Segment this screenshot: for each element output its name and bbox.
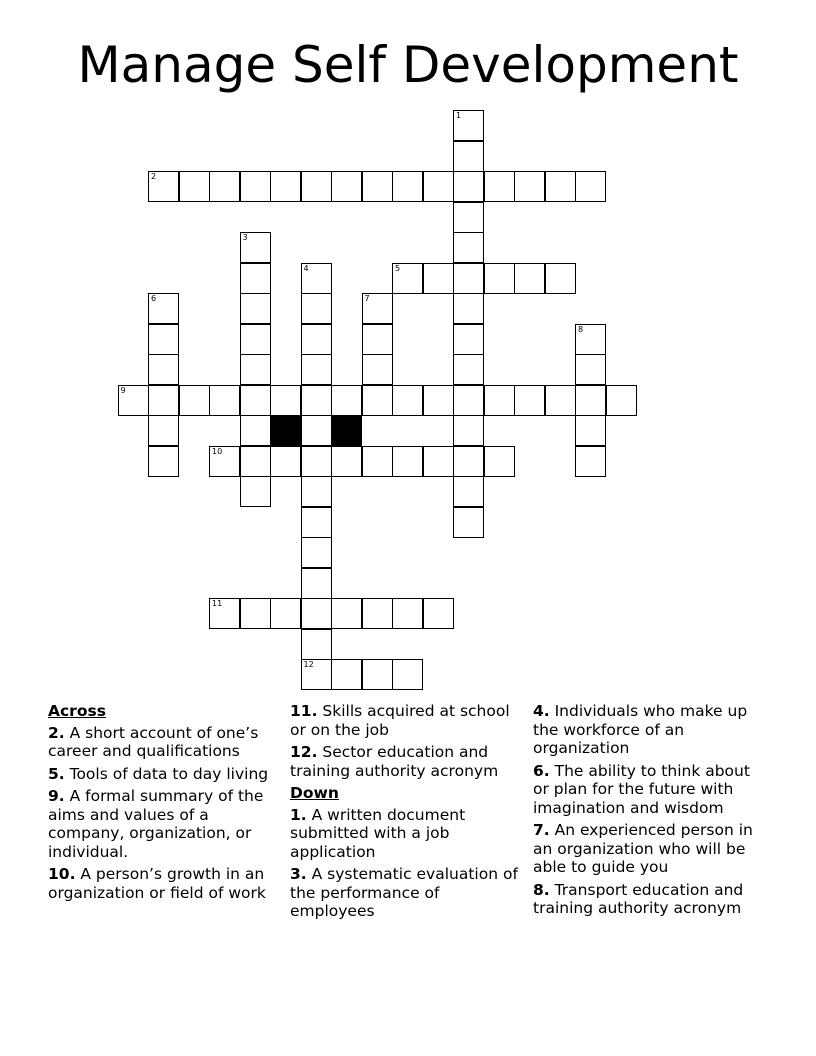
grid-cell[interactable] [362, 446, 393, 477]
grid-cell[interactable] [301, 507, 332, 538]
grid-cell[interactable] [575, 415, 606, 446]
grid-cell[interactable] [301, 324, 332, 355]
grid-cell[interactable] [423, 446, 454, 477]
grid-cell[interactable] [423, 598, 454, 629]
grid-cell[interactable] [453, 293, 484, 324]
grid-cell[interactable] [484, 263, 515, 294]
across-clue-5: 5. Tools of data to day living [48, 764, 269, 783]
grid-cell[interactable] [545, 385, 576, 416]
grid-cell[interactable] [453, 446, 484, 477]
down-clue-4: 4. Individuals who make up the workforce of an organization [533, 702, 748, 757]
grid-cell[interactable] [148, 324, 179, 355]
grid-cell[interactable] [392, 171, 423, 202]
clue-number: 9 [120, 385, 126, 395]
grid-cell[interactable] [514, 171, 545, 202]
down-clue-3: 3. A systematic evaluation of the performance of employees [290, 865, 518, 920]
grid-cell[interactable] [392, 598, 423, 629]
grid-cell[interactable] [240, 324, 271, 355]
grid-cell[interactable] [301, 385, 332, 416]
grid-cell[interactable] [148, 354, 179, 385]
clue-number: 5 [395, 263, 401, 273]
grid-cell[interactable] [545, 263, 576, 294]
grid-cell[interactable] [453, 354, 484, 385]
grid-cell[interactable] [423, 171, 454, 202]
grid-cell[interactable] [453, 171, 484, 202]
grid-cell[interactable] [209, 446, 240, 477]
grid-cell[interactable] [453, 232, 484, 263]
grid-cell[interactable] [514, 263, 545, 294]
grid-cell[interactable] [362, 385, 393, 416]
grid-cell[interactable] [392, 446, 423, 477]
across-clue-11: 11. Skills acquired at school or on the job [290, 702, 510, 739]
grid-cell[interactable] [453, 263, 484, 294]
grid-cell[interactable] [240, 171, 271, 202]
grid-cell[interactable] [362, 293, 393, 324]
grid-cell[interactable] [240, 232, 271, 263]
grid-cell[interactable] [331, 598, 362, 629]
grid-block-cell [270, 415, 301, 446]
grid-cell[interactable] [240, 598, 271, 629]
grid-cell[interactable] [484, 385, 515, 416]
grid-cell[interactable] [148, 415, 179, 446]
puzzle-title: Manage Self Development [77, 36, 739, 94]
grid-cell[interactable] [270, 385, 301, 416]
grid-cell[interactable] [240, 263, 271, 294]
clue-number: 1 [456, 111, 462, 120]
grid-cell[interactable] [240, 476, 271, 507]
down-heading: Down [290, 784, 339, 802]
clue-column-3 [533, 702, 769, 922]
down-clue-6: 6. The ability to think about or plan for the future with imagination and wisdom [533, 761, 750, 817]
grid-cell[interactable] [362, 598, 393, 629]
down-clue-8: 8. Transport education and training authority acronym [533, 880, 744, 917]
grid-cell[interactable] [331, 171, 362, 202]
across-clue-2: 2. A short account of one’s career and qualifications [48, 723, 259, 760]
grid-cell[interactable] [118, 385, 149, 416]
grid-cell[interactable] [423, 385, 454, 416]
grid-cell[interactable] [301, 446, 332, 477]
grid-cell[interactable] [453, 110, 484, 141]
grid-cell[interactable] [301, 263, 332, 294]
grid-cell[interactable] [179, 171, 210, 202]
grid-cell[interactable] [575, 324, 606, 355]
grid-cell[interactable] [240, 293, 271, 324]
grid-cell[interactable] [331, 446, 362, 477]
grid-cell[interactable] [270, 598, 301, 629]
grid-cell[interactable] [362, 324, 393, 355]
grid-cell[interactable] [301, 629, 332, 660]
clue-number: 12 [303, 660, 314, 669]
clue-number: 2 [151, 172, 157, 181]
clue-number: 11 [212, 599, 223, 608]
grid-cell[interactable] [453, 507, 484, 538]
grid-cell[interactable] [148, 446, 179, 477]
grid-cell[interactable] [301, 354, 332, 385]
clue-column-1 [48, 702, 284, 906]
clue-number: 3 [242, 233, 248, 242]
clue-number: 6 [151, 294, 157, 303]
grid-cell[interactable] [453, 476, 484, 507]
grid-cell[interactable] [575, 171, 606, 202]
clue-number: 7 [364, 294, 370, 303]
grid-cell[interactable] [240, 446, 271, 477]
grid-cell[interactable] [209, 598, 240, 629]
grid-cell[interactable] [270, 446, 301, 477]
across-clue-12: 12. Sector education and training authority acronym [290, 743, 499, 780]
grid-cell[interactable] [453, 141, 484, 172]
grid-cell[interactable] [331, 659, 362, 690]
grid-cell[interactable] [301, 659, 332, 690]
grid-cell[interactable] [301, 171, 332, 202]
grid-cell[interactable] [362, 354, 393, 385]
grid-cell[interactable] [575, 385, 606, 416]
grid-cell[interactable] [484, 171, 515, 202]
grid-cell[interactable] [301, 568, 332, 599]
grid-cell[interactable] [270, 171, 301, 202]
grid-cell[interactable] [301, 293, 332, 324]
grid-cell[interactable] [240, 385, 271, 416]
grid-cell[interactable] [148, 293, 179, 324]
grid-cell[interactable] [148, 171, 179, 202]
grid-cell[interactable] [240, 415, 271, 446]
grid-cell[interactable] [301, 415, 332, 446]
grid-cell[interactable] [392, 659, 423, 690]
grid-cell[interactable] [301, 476, 332, 507]
across-clue-9: 9. A formal summary of the aims and values of a company, organization, or individual. [48, 787, 264, 861]
across-clue-10: 10. A person’s growth in an organization or field of work [48, 865, 266, 902]
grid-cell[interactable] [240, 354, 271, 385]
clue-column-2 [290, 702, 526, 925]
grid-cell[interactable] [575, 446, 606, 477]
grid-cell[interactable] [148, 385, 179, 416]
grid-cell[interactable] [331, 385, 362, 416]
down-clue-1: 1. A written document submitted with a job application [290, 805, 466, 861]
down-clue-7: 7. An experienced person in an organization who will be able to guide you [533, 821, 753, 876]
grid-cell[interactable] [575, 354, 606, 385]
clue-number: 8 [578, 324, 584, 334]
grid-cell[interactable] [484, 446, 515, 477]
grid-cell[interactable] [453, 415, 484, 446]
grid-cell[interactable] [423, 263, 454, 294]
grid-cell[interactable] [545, 171, 576, 202]
clue-number: 4 [303, 263, 309, 273]
grid-cell[interactable] [392, 385, 423, 416]
grid-cell[interactable] [453, 202, 484, 233]
grid-cell[interactable] [453, 385, 484, 416]
grid-block-cell [331, 415, 362, 446]
clue-number: 10 [212, 446, 223, 456]
grid-cell[interactable] [514, 385, 545, 416]
grid-cell[interactable] [362, 659, 393, 690]
grid-cell[interactable] [606, 385, 637, 416]
grid-cell[interactable] [392, 263, 423, 294]
grid-cell[interactable] [301, 598, 332, 629]
grid-cell[interactable] [179, 385, 210, 416]
across-heading: Across [48, 702, 106, 720]
grid-cell[interactable] [362, 171, 393, 202]
grid-cell[interactable] [209, 171, 240, 202]
grid-cell[interactable] [301, 537, 332, 568]
grid-cell[interactable] [209, 385, 240, 416]
grid-cell[interactable] [453, 324, 484, 355]
